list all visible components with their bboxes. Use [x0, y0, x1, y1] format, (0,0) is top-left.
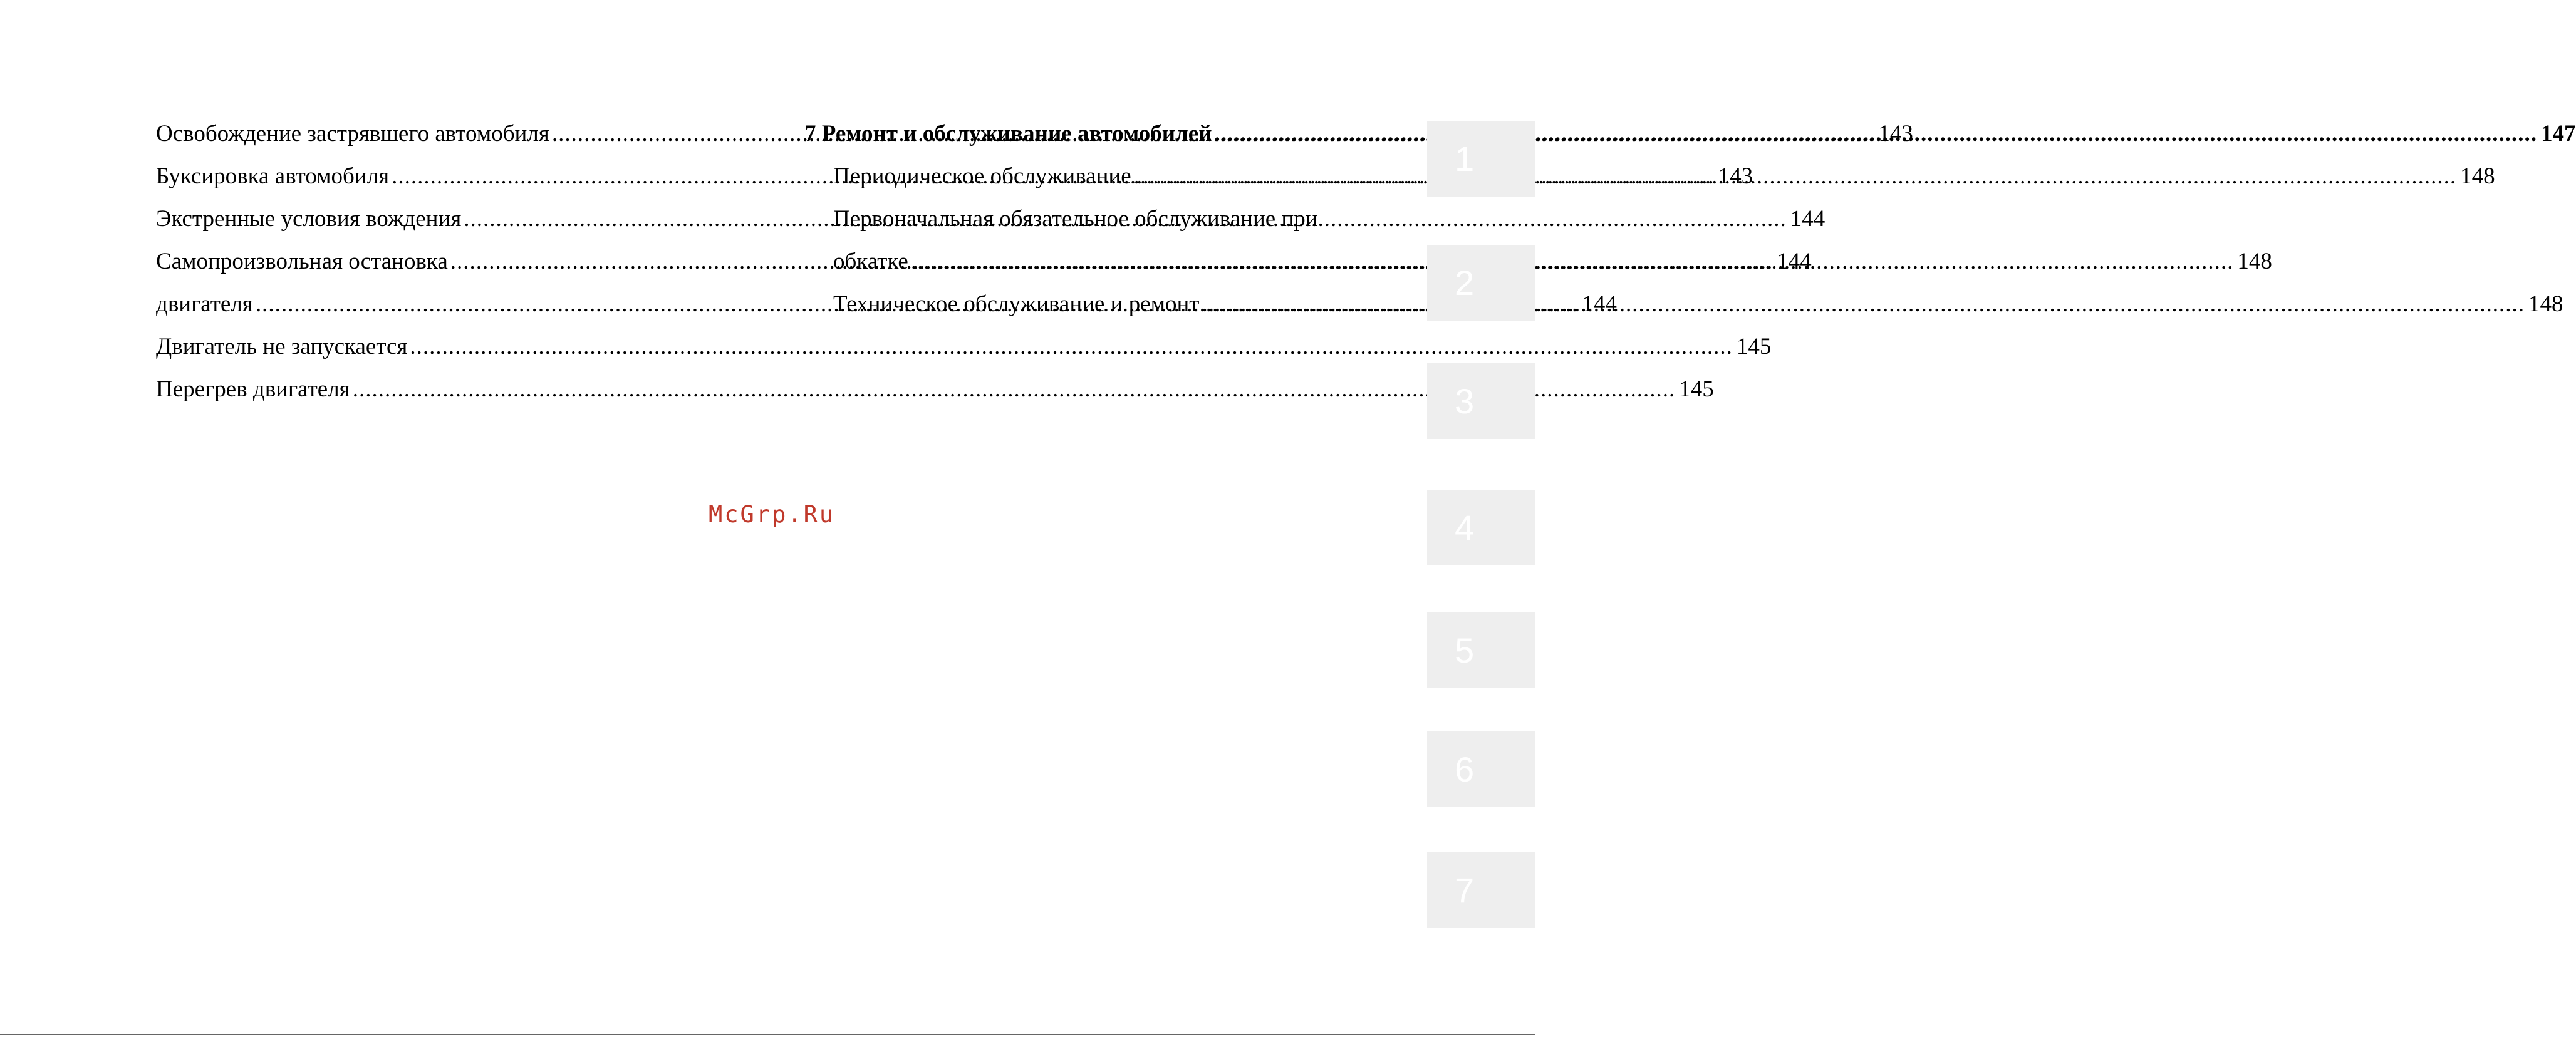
dot-leader [1134, 155, 2457, 198]
toc-entry-title: обкатке [833, 249, 908, 274]
chapter-tab-7[interactable]: 7 [1427, 852, 1535, 928]
toc-entry-title: Освобождение застрявшего автомобиля [156, 121, 549, 147]
toc-entry-page: 145 [1736, 334, 1772, 359]
toc-entry-title: Перегрев двигателя [156, 376, 350, 402]
toc-entry[interactable] [156, 368, 1714, 411]
toc-entry-page: 143 [1878, 121, 1913, 147]
chapter-tab-2[interactable]: 2 [1427, 245, 1535, 321]
chapter-tabs [1427, 0, 1535, 1037]
dot-leader [1215, 113, 2538, 155]
toc-entry-title: Двигатель не запускается [156, 334, 408, 359]
toc-entry-page: 144 [1790, 206, 1826, 232]
chapter-page: 147 [2541, 121, 2576, 147]
toc-entry-title: Экстренные условия вождения [156, 206, 462, 232]
toc-entry-title: Периодическое обслуживание [833, 163, 1131, 189]
dot-leader [911, 240, 2234, 283]
toc-entry[interactable] [156, 326, 1772, 368]
toc-entry-title-line[interactable]: Первоначальная обязательное обслуживание при [833, 206, 1318, 232]
bottom-divider [0, 1034, 1535, 1035]
toc-entry-title: Самопроизвольная остановка [156, 249, 448, 274]
toc-entry-page: 143 [1718, 163, 1753, 189]
chapter-tab-4[interactable]: 4 [1427, 490, 1535, 565]
chapter-tab-5[interactable]: 5 [1427, 612, 1535, 688]
toc-entry-page: 148 [2528, 291, 2563, 317]
chapter-tab-6[interactable]: 6 [1427, 731, 1535, 807]
toc-entry-page: 148 [2460, 163, 2495, 189]
toc-entry-page: 148 [2237, 249, 2272, 274]
toc-entry-page: 144 [1777, 249, 1812, 274]
chapter-tab-3[interactable]: 3 [1427, 363, 1535, 439]
chapter-tab-1[interactable]: 1 [1427, 121, 1535, 197]
toc-entry-title: Буксировка автомобиля [156, 163, 390, 189]
chapter-title: 7 Ремонт и обслуживание автомобилей [804, 121, 1212, 147]
toc-entry-title: двигателя [156, 291, 253, 317]
dot-leader [1202, 283, 2525, 326]
toc-entry-page: 144 [1582, 291, 1617, 317]
toc-entry-page: 145 [1679, 376, 1714, 402]
toc-entry-title: Техническое обслуживание и ремонт [833, 291, 1200, 317]
watermark: McGrp.Ru [709, 501, 836, 528]
